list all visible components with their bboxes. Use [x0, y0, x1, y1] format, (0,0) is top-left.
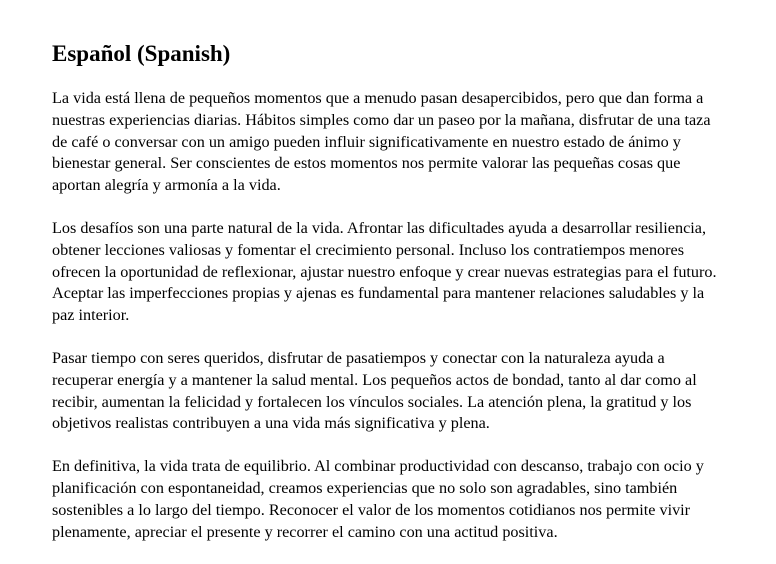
- page-title: Español (Spanish): [52, 41, 231, 66]
- document-body: [52, 88, 722, 564]
- paragraph-1: La vida está llena de pequeños momentos que a menudo pasan desapercibidos, pero que dan forma a nuestras experiencias diarias. Hábitos simples como dar un paseo por la mañana, disfrutar de una taza de café o conversar con un amigo pueden influir significativamente en nuestro estado de ánimo y bienestar general. Ser conscientes de estos momentos nos permite valorar las pequeñas cosas que aportan alegría y armonía a la vida.: [52, 89, 711, 195]
- paragraph-2: Los desafíos son una parte natural de la vida. Afrontar las dificultades ayuda a desarrollar resiliencia, obtener lecciones valiosas y fomentar el crecimiento personal. Incluso los contratiempos menores ofrecen la oportunidad de reflexionar, ajustar nuestro enfoque y crear nuevas estrategias para el futuro. Aceptar las imperfecciones propias y ajenas es fundamental para mantener relaciones saludables y la paz interior.: [52, 218, 717, 325]
- paragraph-4: En definitiva, la vida trata de equilibrio. Al combinar productividad con descanso, trabajo con ocio y planificación con espontaneidad, creamos experiencias que no solo son agradables, sino también sostenibles a lo largo del tiempo. Reconocer el valor de los momentos cotidianos nos permite vivir plenamente, apreciar el presente y recorrer el camino con una actitud positiva.: [52, 457, 704, 541]
- paragraph-3: Pasar tiempo con seres queridos, disfrutar de pasatiempos y conectar con la naturaleza ayuda a recuperar energía y a mantener la salud mental. Los pequeños actos de bondad, tanto al dar como al recibir, aumentan la felicidad y fortalecen los vínculos sociales. La atención plena, la gratitud y los objetivos realistas contribuyen a una vida más significativa y plena.: [52, 348, 697, 433]
